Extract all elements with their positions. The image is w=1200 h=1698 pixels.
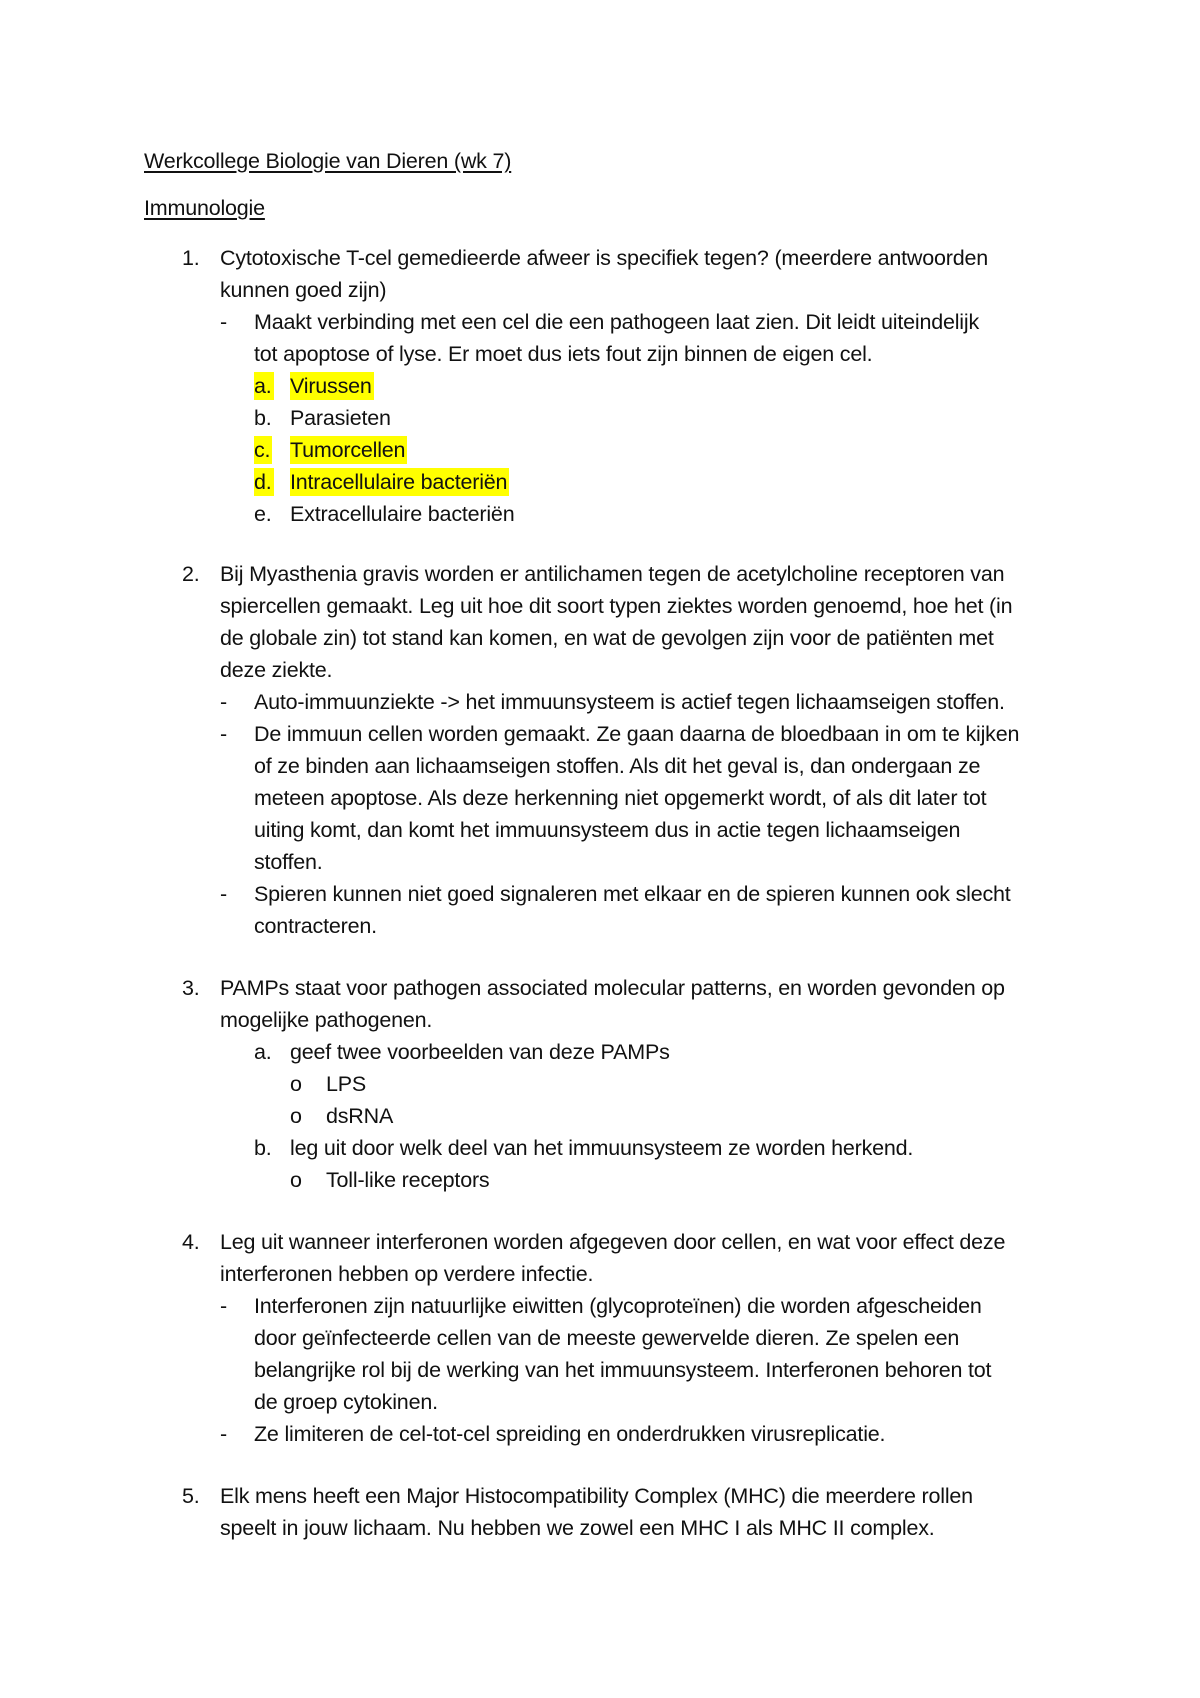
answer-line: contracteren. [254,914,377,938]
section-heading: Immunologie [144,196,265,220]
option-letter: a. [254,374,272,398]
question-number: 2. [182,562,200,586]
question-number: 3. [182,976,200,1000]
option-text: Tumorcellen [290,438,406,462]
answer-dash: - [220,882,227,906]
bullet-text: dsRNA [326,1104,394,1128]
option-letter: c. [254,438,271,462]
answer-line: of ze binden aan lichaamseigen stoffen. Als dit het geval is, dan ondergaan ze [254,754,981,778]
answer-dash: - [220,722,227,746]
option-letter: b. [254,406,272,430]
bullet-marker: o [290,1072,302,1096]
option-letter: e. [254,502,272,526]
sub-question-letter: a. [254,1040,272,1064]
question-text-line: Cytotoxische T-cel gemedieerde afweer is specifiek tegen? (meerdere antwoorden [220,246,988,270]
question-text-line: PAMPs staat voor pathogen associated molecular patterns, en worden gevonden op [220,976,1005,1000]
question-text-line: interferonen hebben op verdere infectie. [220,1262,594,1286]
sub-question-letter: b. [254,1136,272,1160]
answer-line: Interferonen zijn natuurlijke eiwitten (glycoproteïnen) die worden afgescheiden [254,1294,982,1318]
option-letter: d. [254,470,272,494]
sub-question-text: leg uit door welk deel van het immuunsysteem ze worden herkend. [290,1136,914,1160]
question-number: 1. [182,246,200,270]
answer-dash: - [220,1422,227,1446]
option-text: Virussen [290,374,372,398]
question-text-line: Bij Myasthenia gravis worden er antilichamen tegen de acetylcholine receptoren van [220,562,1005,586]
bullet-marker: o [290,1104,302,1128]
answer-line: meteen apoptose. Als deze herkenning niet opgemerkt wordt, of als dit later tot [254,786,987,810]
bullet-text: Toll-like receptors [326,1168,490,1192]
answer-dash: - [220,690,227,714]
question-number: 4. [182,1230,200,1254]
answer-line: door geïnfecteerde cellen van de meeste gewervelde dieren. Ze spelen een [254,1326,960,1350]
question-text-line: speelt in jouw lichaam. Nu hebben we zowel een MHC I als MHC II complex. [220,1516,935,1540]
answer-line: uiting komt, dan komt het immuunsysteem dus in actie tegen lichaamseigen [254,818,961,842]
answer-line: Spieren kunnen niet goed signaleren met elkaar en de spieren kunnen ook slecht [254,882,1011,906]
answer-line: Auto-immuunziekte -> het immuunsysteem is actief tegen lichaamseigen stoffen. [254,690,1005,714]
answer-line: Ze limiteren de cel-tot-cel spreiding en onderdrukken virusreplicatie. [254,1422,886,1446]
question-text-line: kunnen goed zijn) [220,278,387,302]
question-text-line: mogelijke pathogenen. [220,1008,433,1032]
option-text: Parasieten [290,406,391,430]
answer-line: tot apoptose of lyse. Er moet dus iets fout zijn binnen de eigen cel. [254,342,873,366]
answer-line: De immuun cellen worden gemaakt. Ze gaan daarna de bloedbaan in om te kijken [254,722,1020,746]
answer-line: belangrijke rol bij de werking van het immuunsysteem. Interferonen behoren tot [254,1358,992,1382]
option-text: Intracellulaire bacteriën [290,470,508,494]
bullet-text: LPS [326,1072,367,1096]
question-number: 5. [182,1484,200,1508]
answer-dash: - [220,1294,227,1318]
answer-line: de groep cytokinen. [254,1390,438,1414]
question-text-line: de globale zin) tot stand kan komen, en wat de gevolgen zijn voor de patiënten met [220,626,994,650]
option-text: Extracellulaire bacteriën [290,502,515,526]
question-text-line: deze ziekte. [220,658,333,682]
answer-line: Maakt verbinding met een cel die een pathogeen laat zien. Dit leidt uiteindelijk [254,310,980,334]
question-text-line: Leg uit wanneer interferonen worden afgegeven door cellen, en wat voor effect deze [220,1230,1006,1254]
question-text-line: spiercellen gemaakt. Leg uit hoe dit soort typen ziektes worden genoemd, hoe het (in [220,594,1013,618]
answer-line: stoffen. [254,850,323,874]
answer-dash: - [220,310,227,334]
sub-question-text: geef twee voorbeelden van deze PAMPs [290,1040,670,1064]
bullet-marker: o [290,1168,302,1192]
question-text-line: Elk mens heeft een Major Histocompatibility Complex (MHC) die meerdere rollen [220,1484,973,1508]
document-title: Werkcollege Biologie van Dieren (wk 7) [144,149,512,173]
